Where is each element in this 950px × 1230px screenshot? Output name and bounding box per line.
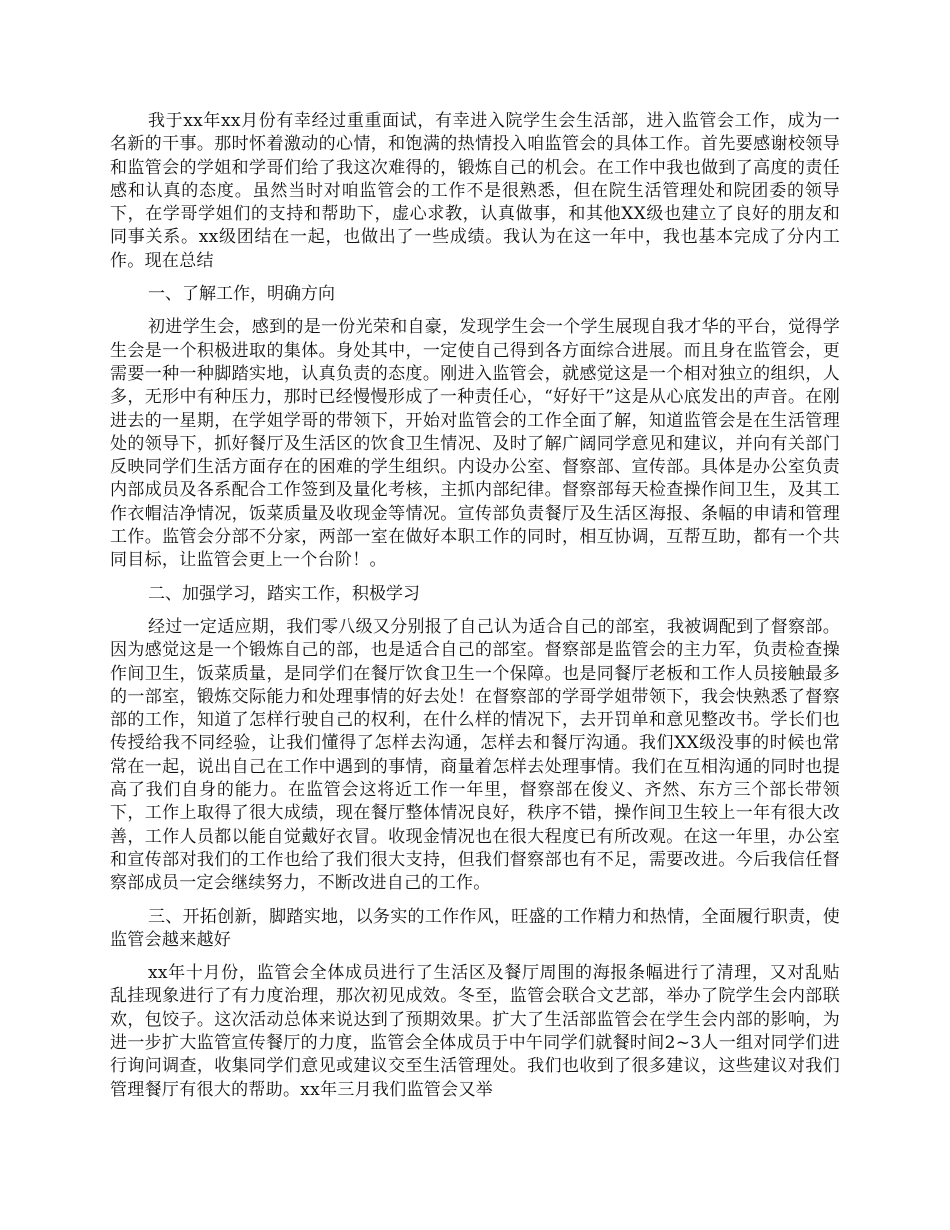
section-1-paragraph: 初进学生会，感到的是一份光荣和自豪，发现学生会一个学生展现自我才华的平台，觉得学生会是一个积极进取的集体。身处其中，一定使自己得到各方面综合进展。而且身在监管会，更需要一种一种脚踏实地，认真负责的态度。刚进入监管会，就感觉这是一个相对独立的组织，人多，无形中有种压力，那时已经慢慢形成了一种责任心，“好好干”这是从心底发出的声音。在刚进去的一星期，在学姐学哥的带领下，开始对监管会的工作全面了解，知道监管会是在生活管理处的领导下，抓好餐厅及生活区的饮食卫生情况、及时了解广阔同学意见和建议，并向有关部门反映同学们生活方面存在的困难的学生组织。内设办公室、督察部、宣传部。具体是办公室负责内部成员及各系配合工作签到及量化考核，主抓内部纪律。督察部每天检查操作间卫生，及其工作衣帽洁净情况，饭菜质量及收现金等情况。宣传部负责餐厅及生活区海报、条幅的申请和管理工作。监管会分部不分家，两部一室在做好本职工作的同时，相互协调，互帮互助，都有一个共同目标，让监管会更上一个台阶！。 [110,317,840,571]
section-2-paragraph: 经过一定适应期，我们零八级又分别报了自己认为适合自己的部室，我被调配到了督察部。因为感觉这是一个锻炼自己的部，也是适合自己的部室。督察部是监管会的主力军，负责检查操作间卫生，饭菜质量，是同学们在餐厅饮食卫生一个保障。也是同餐厅老板和工作人员接触最多的一部室，锻炼交际能力和处理事情的好去处！在督察部的学哥学姐带领下，我会快熟悉了督察部的工作，知道了怎样行驶自己的权利，在什么样的情况下，去开罚单和意见整改书。学长们也传授给我不同经验，让我们懂得了怎样去沟通，怎样去和餐厅沟通。我们XX级没事的时候也常常在一起，说出自己在工作中遇到的事情，商量着怎样去处理事情。我们在互相沟通的同时也提高了我们自身的能力。在监管会这将近工作一年里，督察部在俊义、齐然、东方三个部长带领下，工作上取得了很大成绩，现在餐厅整体情况良好，秩序不错，操作间卫生较上一年有很大改善，工作人员都以能自觉戴好衣冒。收现金情况也在很大程度已有所改观。在这一年里，办公室和宣传部对我们的工作也给了我们很大支持，但我们督察部也有不足，需要改进。今后我信任督察部成员一定会继续努力，不断改进自己的工作。 [110,616,840,894]
document-page [110,110,840,1112]
section-2-heading: 二、加强学习，踏实工作，积极学习 [148,583,420,604]
section-3-paragraph: xx年十月份，监管会全体成员进行了生活区及餐厅周围的海报条幅进行了清理，又对乱贴乱挂现象进行了有力度治理，那次初见成效。冬至，监管会联合文艺部，举办了院学生会内部联欢，包饺子。这次活动总体来说达到了预期效果。扩大了生活部监管会在学生会内部的影响，为进一步扩大监管宣传餐厅的力度，监管会全体成员于中午同学们就餐时间2~3人一组对同学们进行询问调查，收集同学们意见或建议交至生活管理处。我们也收到了很多建议，这些建议对我们管理餐厅有很大的帮助。xx年三月我们监管会又举 [110,963,840,1100]
section-1-heading: 一、了解工作，明确方向 [148,284,335,305]
section-3-heading: 三、开拓创新，脚踏实地，以务实的工作作风，旺盛的工作精力和热情，全面履行职责，使监管会越来越好 [110,906,840,950]
intro-paragraph: 我于xx年xx月份有幸经过重重面试，有幸进入院学生会生活部，进入监管会工作，成为一名新的干事。那时怀着激动的心情，和饱满的热情投入咱监管会的具体工作。首先要感谢校领导和监管会的学姐和学哥们给了我这次难得的，锻炼自己的机会。在工作中我也做到了高度的责任感和认真的态度。虽然当时对咱监管会的工作不是很熟悉，但在院生活管理处和院团委的领导下，在学哥学姐们的支持和帮助下，虚心求教，认真做事，和其他XX级也建立了良好的朋友和同事关系。xx级团结在一起，也做出了一些成绩。我认为在这一年中，我也基本完成了分内工作。现在总结 [110,111,840,271]
